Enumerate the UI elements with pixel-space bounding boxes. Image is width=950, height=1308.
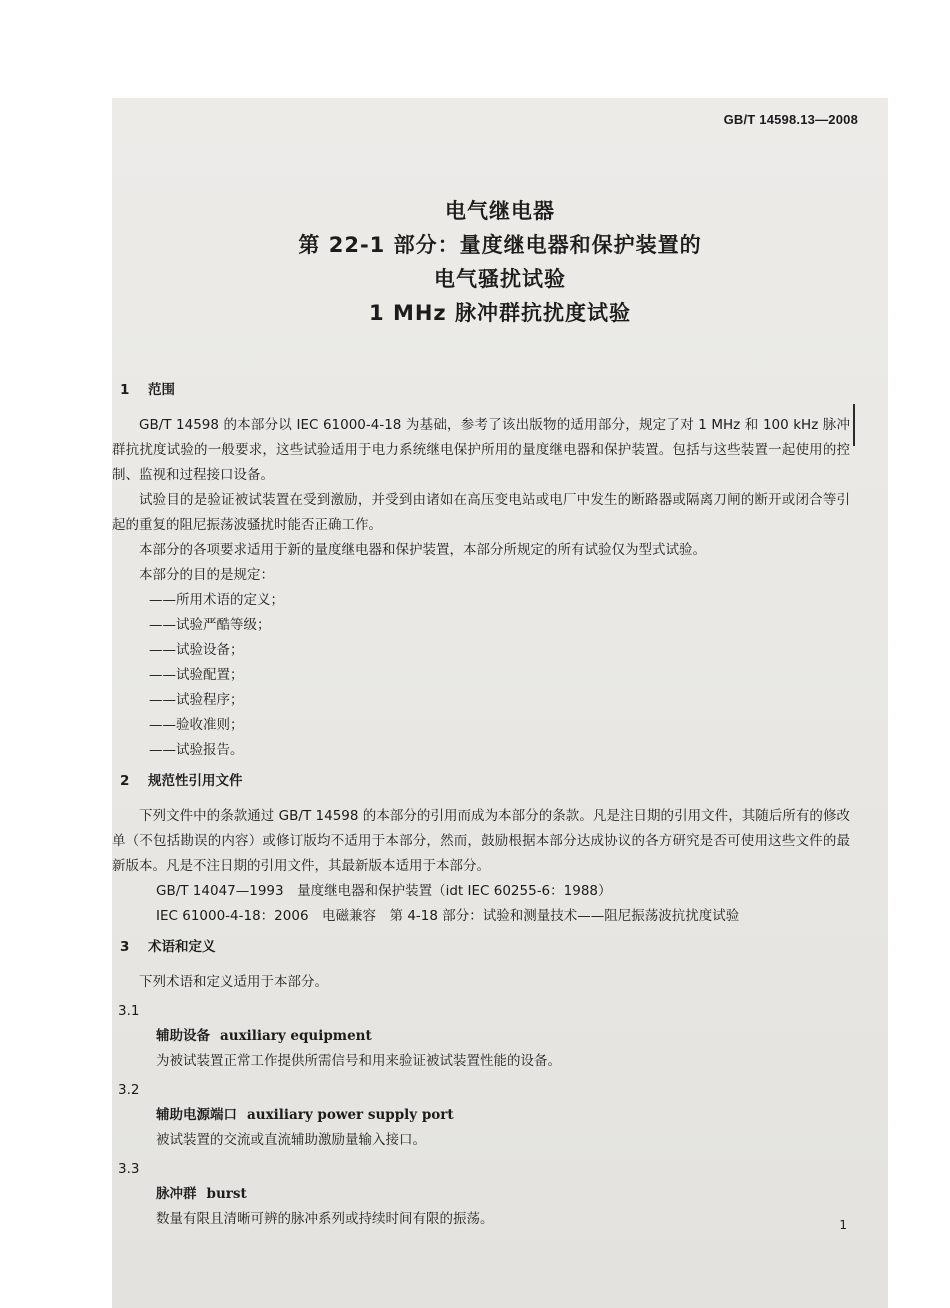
- document-code: GB/T 14598.13—2008: [723, 112, 858, 127]
- term-en: auxiliary equipment: [220, 1028, 372, 1044]
- term-definition: 为被试装置正常工作提供所需信号和用来验证被试装置性能的设备。: [156, 1053, 561, 1069]
- term-en: burst: [206, 1186, 247, 1202]
- term-number: 3.2: [118, 1082, 140, 1098]
- section-title: 范围: [148, 382, 175, 398]
- term-definition: 被试装置的交流或直流辅助激励量输入接口。: [156, 1132, 426, 1148]
- list-item: ——验收准则；: [149, 717, 244, 733]
- reference-item: IEC 61000-4-18：2006 电磁兼容 第 4-18 部分：试验和测量技术——阻尼振荡波抗扰度试验: [156, 908, 740, 924]
- term-title: [112, 1024, 850, 1049]
- term-zh: 脉冲群: [156, 1186, 197, 1202]
- section-title: 术语和定义: [148, 939, 216, 955]
- list-item: ——试验设备；: [149, 642, 244, 658]
- document-body: [112, 372, 850, 1232]
- section-title: 规范性引用文件: [148, 773, 243, 789]
- section-number: 1: [120, 382, 130, 398]
- list-item: ——试验严酷等级；: [149, 617, 271, 633]
- reference-item: GB/T 14047—1993 量度继电器和保护装置（idt IEC 60255-6：1988）: [156, 883, 612, 899]
- title-line-2: 第 22-1 部分：量度继电器和保护装置的: [298, 233, 702, 257]
- list-item: ——试验程序；: [149, 692, 244, 708]
- term-en: auxiliary power supply port: [247, 1107, 454, 1123]
- change-bar: [853, 404, 855, 446]
- title-line-1: 电气继电器: [445, 199, 555, 223]
- term-number: 3.3: [118, 1161, 140, 1177]
- section-number: 3: [120, 939, 130, 955]
- paragraph: 本部分的目的是规定：: [139, 567, 274, 583]
- list-item: ——试验报告。: [149, 742, 244, 758]
- paragraph: 下列术语和定义适用于本部分。: [139, 974, 328, 990]
- list-item: ——所用术语的定义；: [149, 592, 284, 608]
- term-number: 3.1: [118, 1003, 140, 1019]
- term-definition: 数量有限且清晰可辨的脉冲系列或持续时间有限的振荡。: [156, 1211, 494, 1227]
- term-title: [112, 1103, 850, 1128]
- document-title: [112, 194, 888, 330]
- section-heading-scope: [112, 378, 850, 403]
- paragraph: 下列文件中的条款通过 GB/T 14598 的本部分的引用而成为本部分的条款。凡是注日期的引用文件，其随后所有的修改单（不包括勘误的内容）或修订版均不适用于本部分，然而，鼓励根据本部分达成协议的各方研究是否可使用这些文件的最新版本。凡是不注日期的引用文件，其最新版本适用于本部分。: [112, 808, 850, 874]
- section-number: 2: [120, 773, 130, 789]
- term-zh: 辅助电源端口: [156, 1107, 237, 1123]
- term-title: [112, 1182, 850, 1207]
- paragraph: 试验目的是验证被试装置在受到激励，并受到由诸如在高压变电站或电厂中发生的断路器或隔离刀闸的断开或闭合等引起的重复的阻尼振荡波骚扰时能否正确工作。: [112, 492, 850, 533]
- list-item: ——试验配置；: [149, 667, 244, 683]
- paragraph: 本部分的各项要求适用于新的量度继电器和保护装置，本部分所规定的所有试验仅为型式试验。: [139, 542, 706, 558]
- title-line-3: 电气骚扰试验: [434, 267, 566, 291]
- title-line-4: 1 MHz 脉冲群抗扰度试验: [369, 301, 631, 325]
- term-zh: 辅助设备: [156, 1028, 210, 1044]
- section-heading-normative-references: [112, 769, 850, 794]
- paragraph: GB/T 14598 的本部分以 IEC 61000-4-18 为基础，参考了该出版物的适用部分，规定了对 1 MHz 和 100 kHz 脉冲群抗扰度试验的一般要求，这些试验适用于电力系统继电保护所用的量度继电器和保护装置。包括与这些装置一起使用的控制、监视和过程接口设备。: [112, 417, 850, 483]
- page-number: 1: [839, 1218, 847, 1232]
- section-heading-terms: [112, 935, 850, 960]
